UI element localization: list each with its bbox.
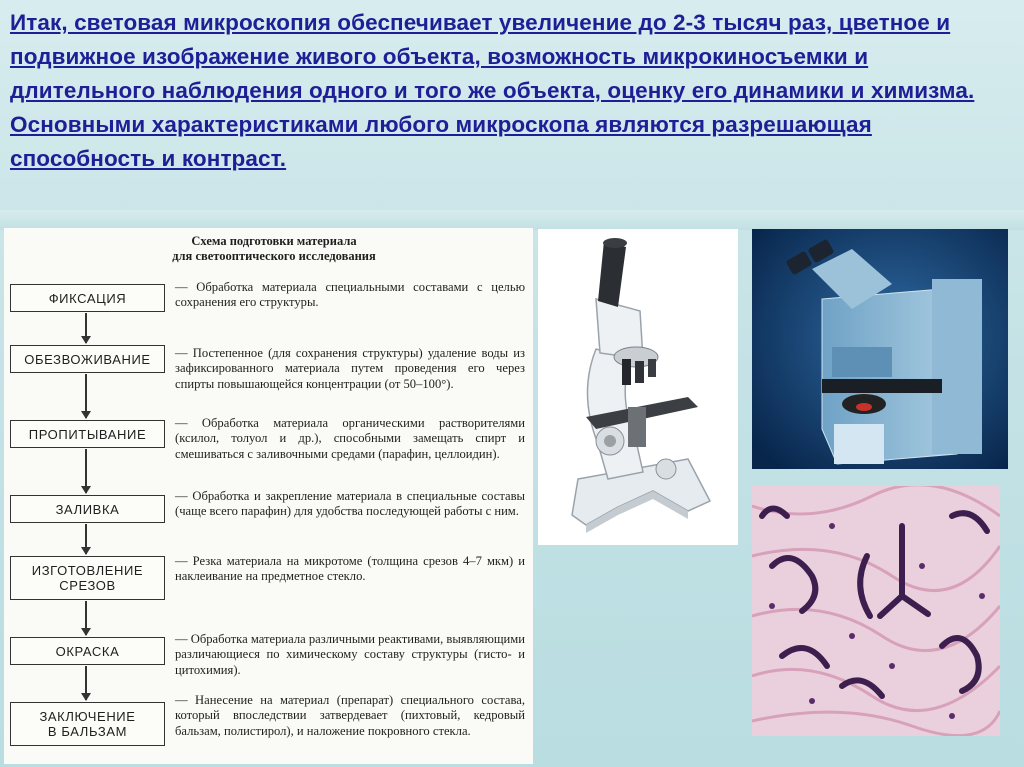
step-label: ЗАЛИВКА: [55, 501, 120, 517]
step-description: — Нанесение на материал (препарат) специального состава, который впоследствии затвердевает (пихтовый, кедровый бальзам, полистирол), и наложение покровного стекла.: [175, 693, 525, 738]
step-description: — Обработка материала специальными составами с целью сохранения его структуры.: [175, 280, 525, 310]
research-microscope-photo: [752, 229, 1008, 469]
step-label: ФИКСАЦИЯ: [48, 290, 127, 306]
step-label: ОБЕЗВОЖИВАНИЕ: [24, 351, 151, 367]
step-box-impregnation: [10, 420, 165, 448]
step-description: — Обработка материала различными реактивами, выявляющими различающиеся по химическому составу структуры (гисто- и цитохимия).: [175, 632, 525, 677]
arrow-down-icon: [85, 449, 87, 493]
arrow-down-icon: [85, 601, 87, 635]
step-label: ПРОПИТЫВАНИЕ: [28, 426, 147, 442]
step-description: — Обработка и закрепление материала в специальные составы (чаще всего парафин) для удобства последующей работы с ним.: [175, 489, 525, 519]
step-description: — Постепенное (для сохранения структуры) удаление воды из зафиксированного материала путем проведения его через спирты повышающейся концентрации (от 50–100°).: [175, 346, 525, 391]
step-box-embedding: [10, 495, 165, 523]
arrow-down-icon: [85, 666, 87, 700]
scheme-title-line-1: Схема подготовки материала: [191, 234, 357, 248]
step-label: ЗАКЛЮЧЕНИЕ: [39, 709, 136, 724]
step-box-mounting: [10, 702, 165, 746]
heading-text: [10, 6, 1014, 176]
step-box-dehydration: [10, 345, 165, 373]
divider-band: [0, 210, 1024, 230]
heading-line-1: Итак, световая микроскопия обеспечивает увеличение до 2-3 тысяч раз, цветное и подвижное изображение живого объекта, возможность микрокиносъемки и длительного наблюдения одного и того же объекта, оценку его динамики и химизма.: [10, 10, 975, 103]
step-box-fixation: [10, 284, 165, 312]
arrow-down-icon: [85, 374, 87, 418]
step-description: — Резка материала на микротоме (толщина срезов 4–7 мкм) и наклеивание на предметное стекло.: [175, 554, 525, 584]
step-label: ИЗГОТОВЛЕНИЕ: [31, 563, 144, 578]
histology-section-photo: [752, 486, 1000, 736]
step-label-2: СРЕЗОВ: [59, 578, 116, 593]
arrow-down-icon: [85, 524, 87, 554]
arrow-down-icon: [85, 313, 87, 343]
scheme-title: [124, 234, 424, 264]
preparation-scheme: [4, 228, 533, 764]
step-box-sectioning: [10, 556, 165, 600]
heading-line-2: Основными характеристиками любого микроскопа являются разрешающая способность и контраст.: [10, 112, 872, 171]
step-description: — Обработка материала органическими растворителями (ксилол, толуол и др.), способными замещать спирт и смешиваться с заливочными средами (парафин, целлоидин).: [175, 416, 525, 461]
scheme-title-line-2: для светооптического исследования: [172, 249, 376, 263]
step-box-staining: [10, 637, 165, 665]
student-microscope-photo: [538, 229, 738, 545]
step-label-2: В БАЛЬЗАМ: [47, 724, 128, 739]
step-label: ОКРАСКА: [55, 643, 120, 659]
